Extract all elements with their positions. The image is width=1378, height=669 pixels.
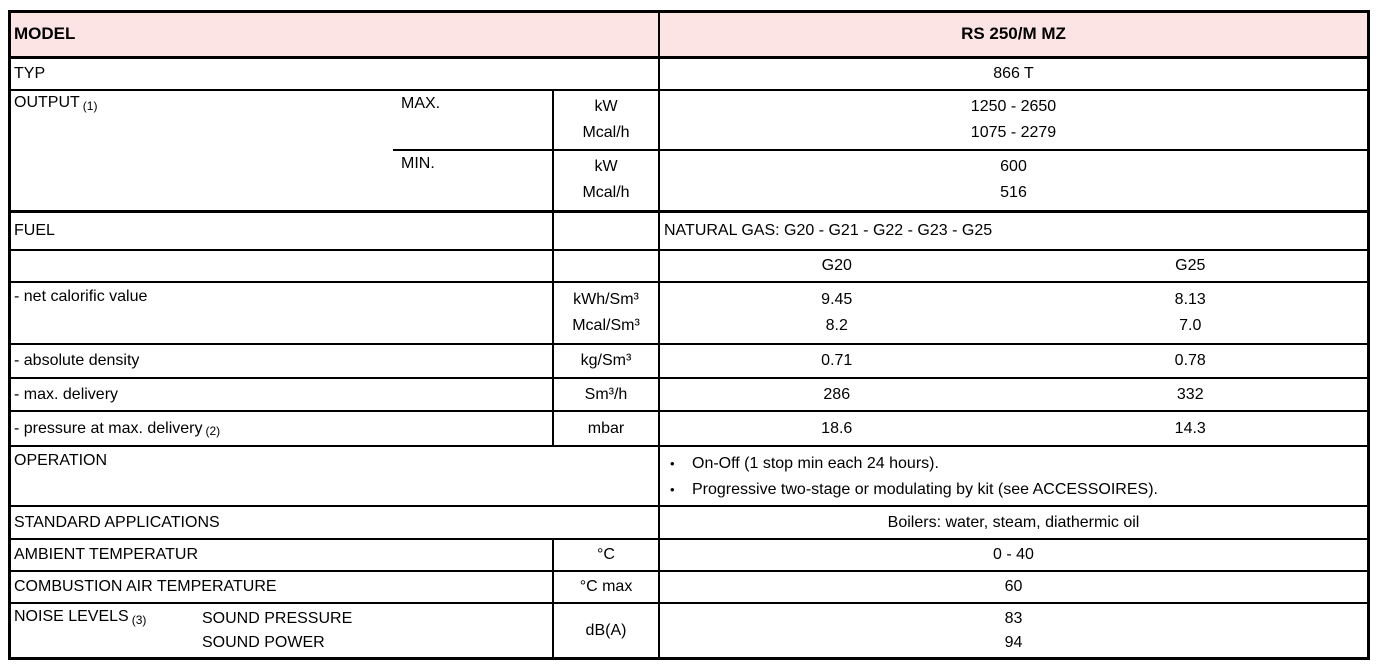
operation-item-text: Progressive two-stage or modulating by kit (see ACCESSOIRES). xyxy=(692,481,1158,498)
output-footnote: (1) xyxy=(82,99,98,113)
output-max-units xyxy=(552,91,658,149)
max-delivery-row xyxy=(11,379,1367,412)
pressure-row xyxy=(11,412,1367,447)
operation-value xyxy=(658,447,1367,505)
output-max-subrow xyxy=(393,91,1367,151)
typ-value: 866 T xyxy=(658,59,1367,89)
output-max-label: MAX. xyxy=(401,95,441,112)
sound-pressure-label: SOUND PRESSURE xyxy=(202,610,353,627)
absolute-density-g25: 0.78 xyxy=(1174,352,1206,370)
gas-columns-headers xyxy=(658,251,1367,281)
bullet-icon: • xyxy=(670,482,675,497)
combustion-air-temperature-label: COMBUSTION AIR TEMPERATURE xyxy=(14,578,277,596)
fuel-value: NATURAL GAS: G20 - G21 - G22 - G23 - G25 xyxy=(658,213,1367,249)
model-label: MODEL xyxy=(14,24,76,44)
noise-levels-label-cell xyxy=(11,604,552,657)
pressure-label: - pressure at max. delivery xyxy=(14,419,203,437)
gas-columns-label-empty xyxy=(11,251,552,281)
pressure-footnote: (2) xyxy=(205,424,221,439)
net-calorific-value-label: - net calorific value xyxy=(14,288,148,305)
output-min-mcalh-value: 516 xyxy=(1000,184,1027,201)
model-header-row xyxy=(11,13,1367,59)
ambient-temperature-label: AMBIENT TEMPERATUR xyxy=(14,546,199,564)
output-min-values xyxy=(658,151,1367,210)
output-min-kw-value: 600 xyxy=(1000,158,1027,175)
noise-levels-label-box xyxy=(14,607,202,626)
net-calorific-g25 xyxy=(1014,283,1368,343)
unit-kw: kW xyxy=(594,158,618,175)
max-delivery-label: - max. delivery xyxy=(14,385,119,403)
absolute-density-unit: kg/Sm³ xyxy=(552,345,658,377)
output-min-subrow xyxy=(393,151,1367,210)
g20-mcal-value: 8.2 xyxy=(825,317,848,334)
standard-applications-row xyxy=(11,507,1367,540)
operation-row xyxy=(11,447,1367,507)
ambient-temperature-row xyxy=(11,540,1367,572)
absolute-density-values xyxy=(658,345,1367,377)
burner-spec-table xyxy=(8,10,1370,660)
g20-kwh-value: 9.45 xyxy=(821,291,853,308)
pressure-g25: 14.3 xyxy=(1174,419,1206,437)
pressure-values xyxy=(658,412,1367,445)
operation-item xyxy=(670,477,1373,503)
max-delivery-g20: 286 xyxy=(823,385,851,403)
net-calorific-g20 xyxy=(660,283,1014,343)
pressure-unit: mbar xyxy=(552,412,658,445)
output-min-units xyxy=(552,151,658,210)
pressure-label-cell xyxy=(11,412,552,445)
noise-levels-footnote: (3) xyxy=(131,613,147,627)
operation-list xyxy=(664,447,1373,503)
combustion-air-temperature-value: 60 xyxy=(658,572,1367,602)
noise-levels-row xyxy=(11,604,1367,657)
fuel-unit-empty xyxy=(552,213,658,249)
pressure-g20: 18.6 xyxy=(821,419,853,437)
noise-levels-sublabels xyxy=(202,607,352,655)
absolute-density-g20: 0.71 xyxy=(821,352,853,370)
g25-kwh-value: 8.13 xyxy=(1174,291,1206,308)
g25-mcal-value: 7.0 xyxy=(1179,317,1202,334)
output-label-cell xyxy=(11,91,393,210)
noise-levels-label: NOISE LEVELS xyxy=(14,608,129,625)
operation-item xyxy=(670,451,1373,477)
standard-applications-label: STANDARD APPLICATIONS xyxy=(14,513,220,531)
net-calorific-value-row xyxy=(11,283,1367,345)
fuel-label: FUEL xyxy=(14,222,55,240)
gas-columns-row xyxy=(11,251,1367,283)
unit-mcalh: Mcal/h xyxy=(582,124,630,141)
operation-item-text: On-Off (1 stop min each 24 hours). xyxy=(692,455,939,472)
max-delivery-values xyxy=(658,379,1367,410)
noise-levels-values xyxy=(658,604,1367,657)
output-max-values xyxy=(658,91,1367,149)
unit-kw: kW xyxy=(594,98,618,115)
typ-label: TYP xyxy=(14,65,46,83)
typ-row xyxy=(11,59,1367,91)
output-row xyxy=(11,91,1367,213)
output-max-mcalh-value: 1075 - 2279 xyxy=(970,124,1057,141)
gas-column-g20: G20 xyxy=(821,257,852,275)
sound-power-value: 94 xyxy=(1004,633,1023,651)
unit-mcalh: Mcal/h xyxy=(582,184,630,201)
fuel-row xyxy=(11,213,1367,251)
net-calorific-value-values xyxy=(658,283,1367,343)
operation-label: OPERATION xyxy=(14,452,108,469)
gas-columns-unit-empty xyxy=(552,251,658,281)
output-min-label: MIN. xyxy=(401,155,435,172)
max-delivery-g25: 332 xyxy=(1176,385,1204,403)
bullet-icon: • xyxy=(670,456,675,471)
combustion-air-temperature-unit: °C max xyxy=(552,572,658,602)
ambient-temperature-unit: °C xyxy=(552,540,658,570)
standard-applications-value: Boilers: water, steam, diathermic oil xyxy=(658,507,1367,538)
gas-column-g25: G25 xyxy=(1175,257,1206,275)
net-calorific-value-units xyxy=(552,283,658,343)
noise-levels-unit: dB(A) xyxy=(552,604,658,657)
max-delivery-unit: Sm³/h xyxy=(552,379,658,410)
sound-power-label: SOUND POWER xyxy=(202,634,325,651)
ambient-temperature-value: 0 - 40 xyxy=(658,540,1367,570)
absolute-density-row xyxy=(11,345,1367,379)
absolute-density-label: - absolute density xyxy=(14,352,140,370)
model-value: RS 250/M MZ xyxy=(658,13,1367,56)
sound-pressure-value: 83 xyxy=(1004,609,1023,627)
output-max-kw-value: 1250 - 2650 xyxy=(970,98,1057,115)
unit-mcal-sm3: Mcal/Sm³ xyxy=(572,317,640,334)
unit-kwh-sm3: kWh/Sm³ xyxy=(573,291,639,308)
output-label: OUTPUT xyxy=(14,94,80,111)
output-subtable xyxy=(393,91,1367,210)
combustion-air-temperature-row xyxy=(11,572,1367,604)
